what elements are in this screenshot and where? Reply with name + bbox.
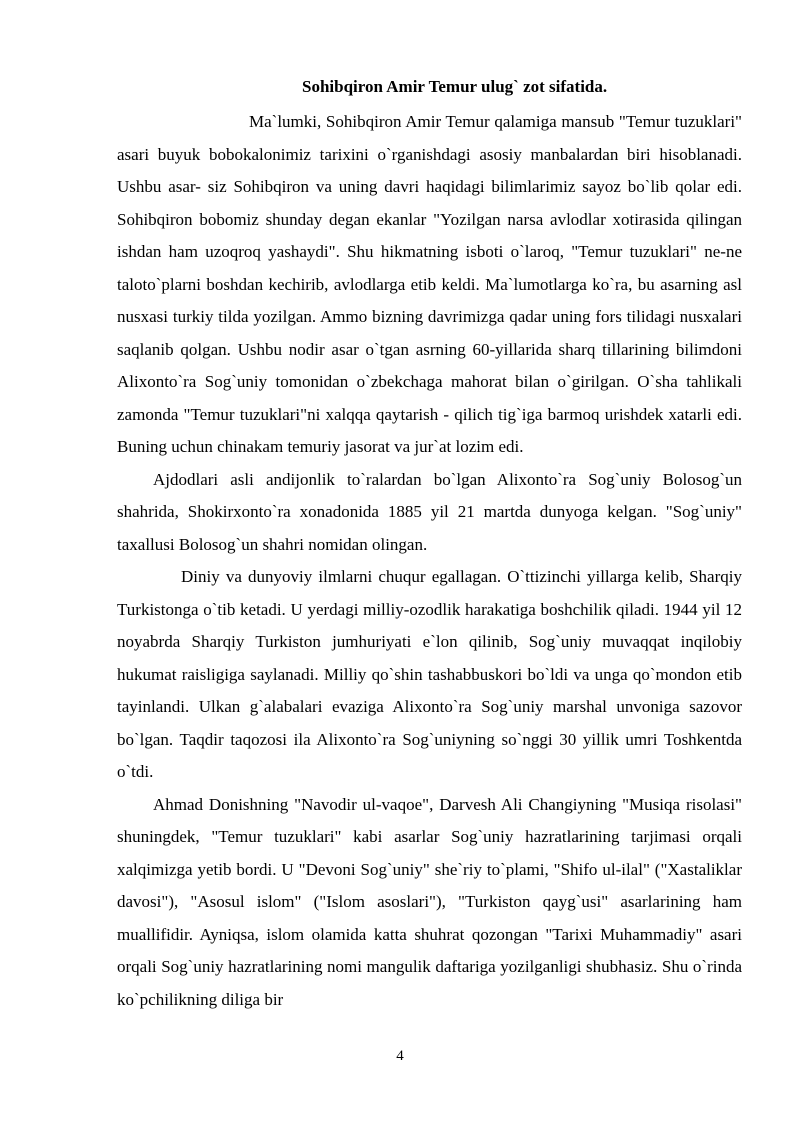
document-body: [117, 106, 742, 1016]
document-title: Sohibqiron Amir Temur ulug` zot sifatida.: [302, 77, 608, 96]
paragraph-1: Ma`lumki, Sohibqiron Amir Temur qalamiga mansub "Temur tuzuklari" asari buyuk bobokalonimiz tarixini o`rganishdagi asosiy manbalardan biri hisoblanadi. Ushbu asar- siz Sohibqiron va uning davri haqidagi bilimlarimiz sayoz bo`lib qolar edi. Sohibqiron bobomiz shunday degan ekanlar "Yozilgan narsa avlodlar xotirasida qilingan ishdan ham uzoqroq yashaydi". Shu hikmatning isboti o`laroq, "Temur tuzuklari" ne-ne taloto`plarni boshdan kechirib, avlodlarga etib keldi. Ma`lumotlarga ko`ra, bu asarning asl nusxasi turkiy tilda yozilgan. Ammo bizning davrimizga qadar uning fors tilidagi nusxalari saqlanib qolgan. Ushbu nodir asar o`tgan asrning 60-yillarida sharq tillarining bilimdoni Alixonto`ra Sog`uniy tomonidan o`zbekchaga mahorat bilan o`girilgan. O`sha tahlikali zamonda "Temur tuzuklari"ni xalqqa qaytarish - qilich tig`iga barmoq urishdek xatarli edi. Buning uchun chinakam temuriy jasorat va jur`at lozim edi.: [117, 112, 742, 456]
paragraph-2: Ajdodlari asli andijonlik to`ralardan bo`lgan Alixonto`ra Sog`uniy Bolosog`un shahrida, Shokirxonto`ra xonadonida 1885 yil 21 martda dunyoga kelgan. "Sog`uniy" taxallusi Bolosog`un shahri nomidan olingan.: [117, 469, 742, 554]
paragraph-3: Diniy va dunyoviy ilmlarni chuqur egallagan. O`ttizinchi yillarga kelib, Sharqiy Turkistonga o`tib ketadi. U yerdagi milliy-ozodlik harakatiga boshchilik qiladi. 1944 yil 12 noyabrda Sharqiy Turkiston jumhuriyati e`lon qilinib, Sog`uniy muvaqqat inqilobiy hukumat raisligiga saylanadi. Milliy qo`shin tashabbuskori bo`ldi va unga qo`mondon etib tayinlandi. Ulkan g`alabalari evaziga Alixonto`ra Sog`uniy marshal unvoniga sazovor bo`lgan. Taqdir taqozosi ila Alixonto`ra Sog`uniyning so`nggi 30 yillik umri Toshkentda o`tdi.: [117, 567, 742, 781]
page-number: 4: [396, 1048, 404, 1064]
paragraph-4: Ahmad Donishning "Navodir ul-vaqoe", Darvesh Ali Changiyning "Musiqa risolasi" shuningdek, "Temur tuzuklari" kabi asarlar Sog`uniy hazratlarining tarjimasi orqali xalqimizga yetib bordi. U "Devoni Sog`uniy" she`riy to`plami, "Shifo ul-ilal" ("Xastaliklar davosi"), "Asosul islom" ("Islom asoslari"), "Turkiston qayg`usi" asarlarining ham muallifidir. Ayniqsa, islom olamida katta shuhrat qozongan "Tarixi Muhammadiy" asari orqali Sog`uniy hazratlarining nomi mangulik daftariga yozilganligi shubhasiz. Shu o`rinda ko`pchilikning diliga bir: [117, 794, 742, 1009]
